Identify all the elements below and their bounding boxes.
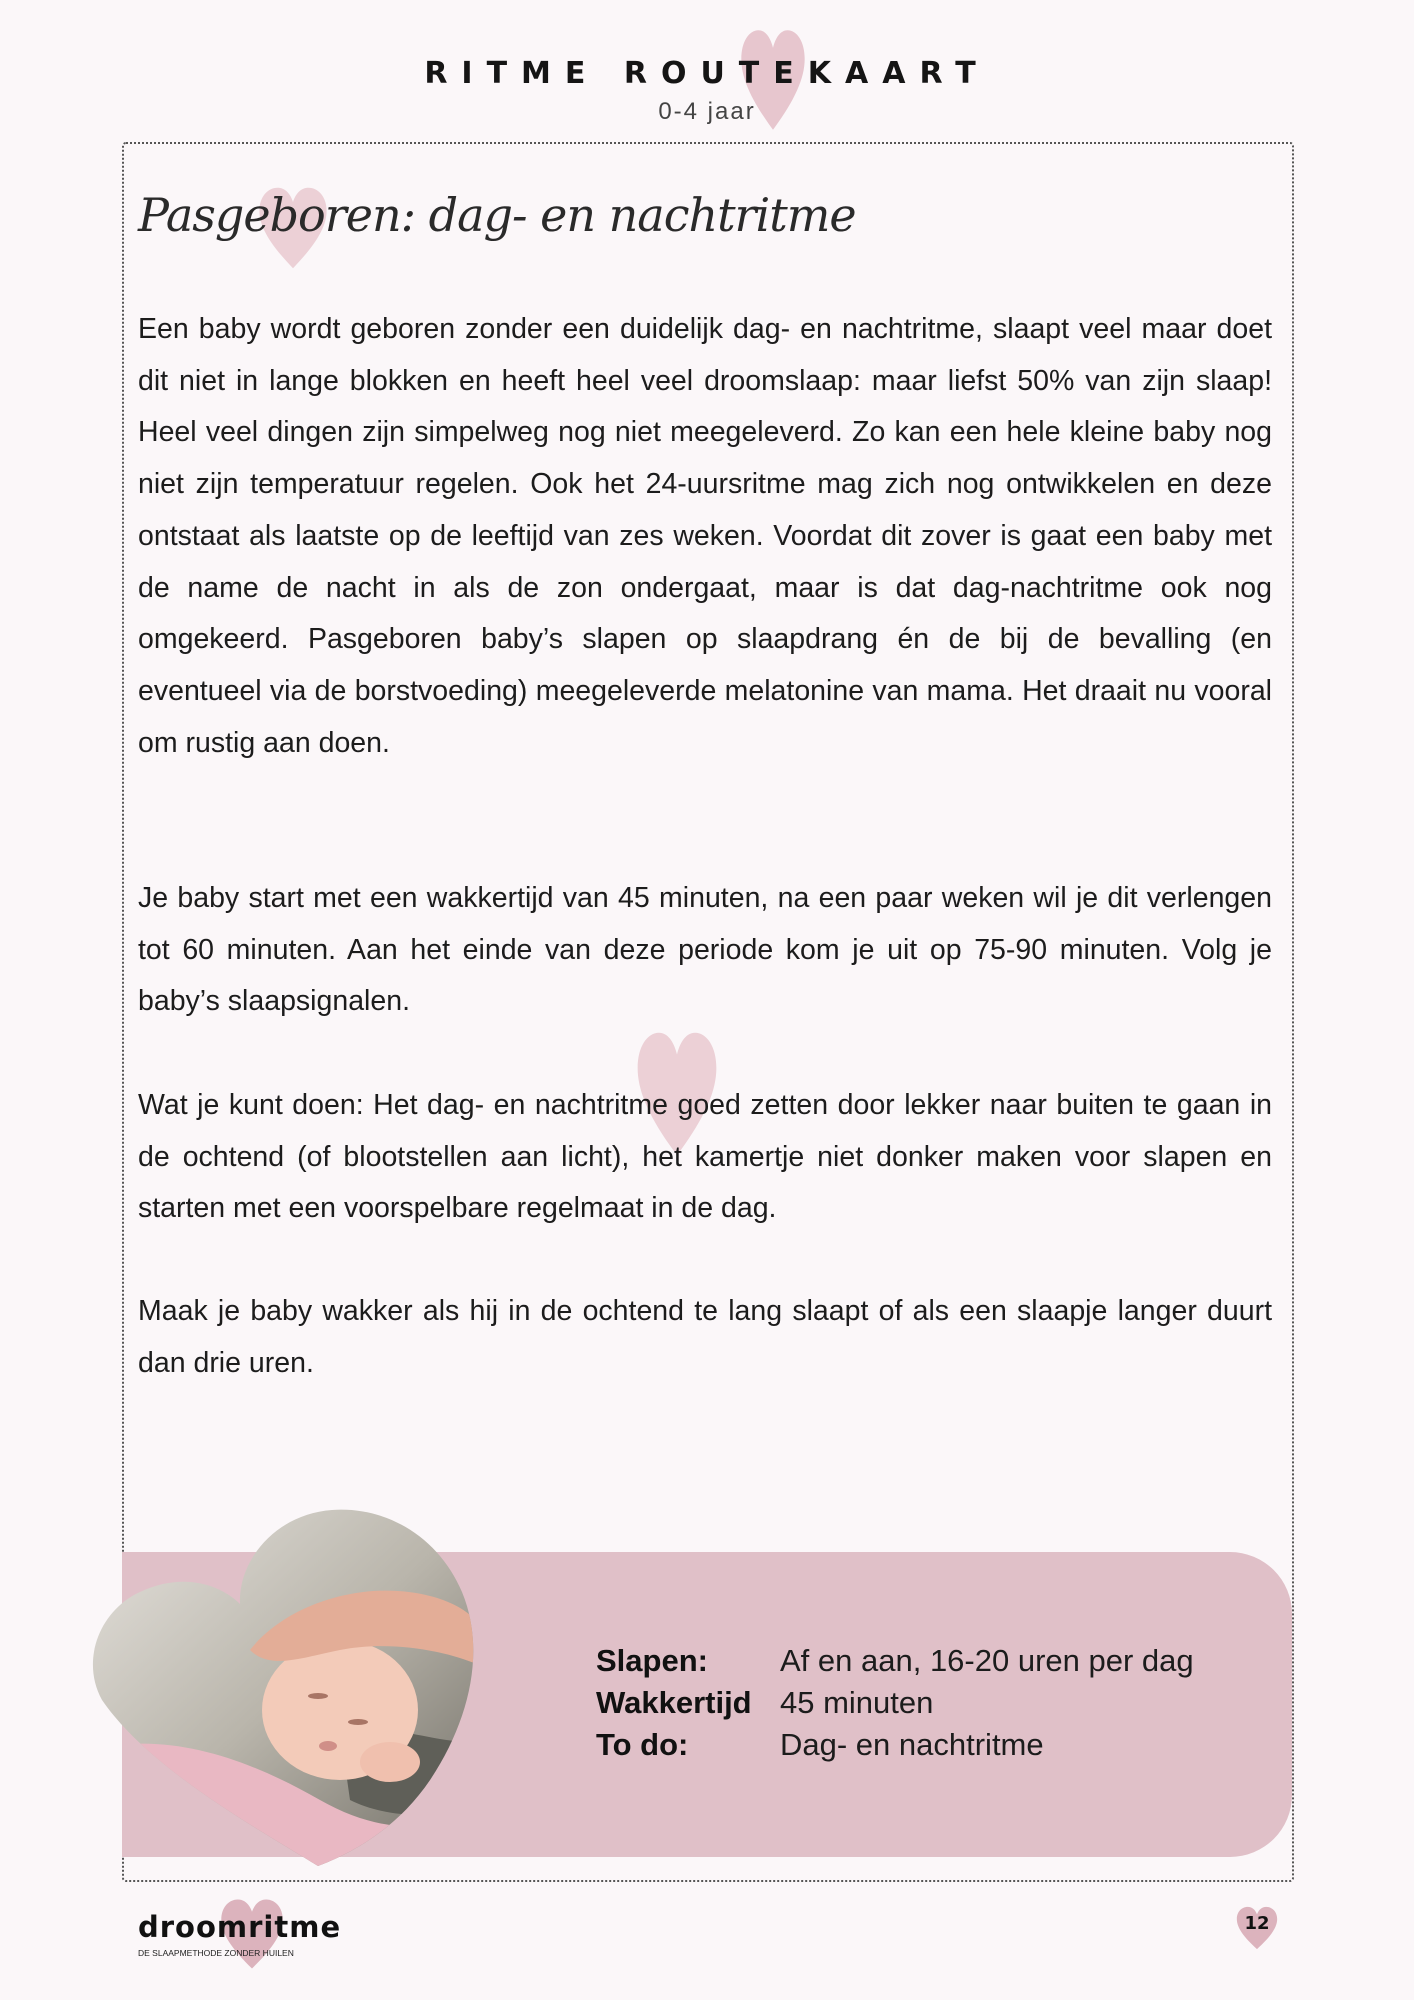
baby-photo-heart-image <box>90 1500 490 1870</box>
summary-label: Wakkertijd <box>596 1685 752 1720</box>
summary-row-slapen <box>596 1640 1194 1682</box>
summary-row-todo <box>596 1724 1194 1766</box>
paragraph-intro: Een baby wordt geboren zonder een duidelijk dag- en nachtritme, slaapt veel maar doet dit niet in lange blokken en heeft heel veel droomslaap: maar liefst 50% van zijn slaap! Heel veel dingen zijn simpelweg nog niet meegeleverd. Zo kan een hele kleine baby nog niet zijn temperatuur regelen. Ook het 24-uursritme mag zich nog ontwikkelen en deze ontstaat als laatste op de leeftijd van zes weken. Voordat dit zover is gaat een baby met de name de nacht in als de zon ondergaat, maar is dat dag-nachtritme ook nog omgekeerd. Pasgeboren baby’s slapen op slaapdrang én de bij de bevalling (en eventueel via de borstvoeding) meegeleverde melatonine van mama. Het draait nu vooral om rustig aan doen. <box>138 313 1272 759</box>
summary-label: Slapen: <box>596 1643 708 1678</box>
paragraph-wake-baby: Maak je baby wakker als hij in de ochtend te lang slaapt of als een slaapje langer duurt dan drie uren. <box>138 1295 1272 1379</box>
summary-label: To do: <box>596 1727 689 1762</box>
section-title: Pasgeboren: dag- en nachtritme <box>138 188 856 242</box>
page-number: 12 <box>1244 1913 1270 1934</box>
summary-value: Af en aan, 16-20 uren per dag <box>780 1643 1194 1678</box>
page-header-title: RITME ROUTEKAART <box>424 56 990 91</box>
summary-value: 45 minuten <box>780 1685 934 1720</box>
brand-logo: droomritme <box>138 1910 342 1944</box>
summary-list <box>596 1640 1194 1766</box>
summary-row-wakkertijd <box>596 1682 1194 1724</box>
paragraph-wakkertijd: Je baby start met een wakkertijd van 45 minuten, na een paar weken wil je dit verlengen tot 60 minuten. Aan het einde van deze periode kom je uit op 75-90 minuten. Volg je baby’s slaapsignalen. <box>138 882 1272 1018</box>
paragraph-tips: Wat je kunt doen: Het dag- en nachtritme goed zetten door lekker naar buiten te gaan in de ochtend (of blootstellen aan licht), het kamertje niet donker maken voor slapen en starten met een voorspelbare regelmaat in de dag. <box>138 1089 1272 1225</box>
brand-tagline: DE SLAAPMETHODE ZONDER HUILEN <box>138 1948 294 1958</box>
page-header-subtitle: 0-4 jaar <box>658 98 756 125</box>
summary-value: Dag- en nachtritme <box>780 1727 1044 1762</box>
